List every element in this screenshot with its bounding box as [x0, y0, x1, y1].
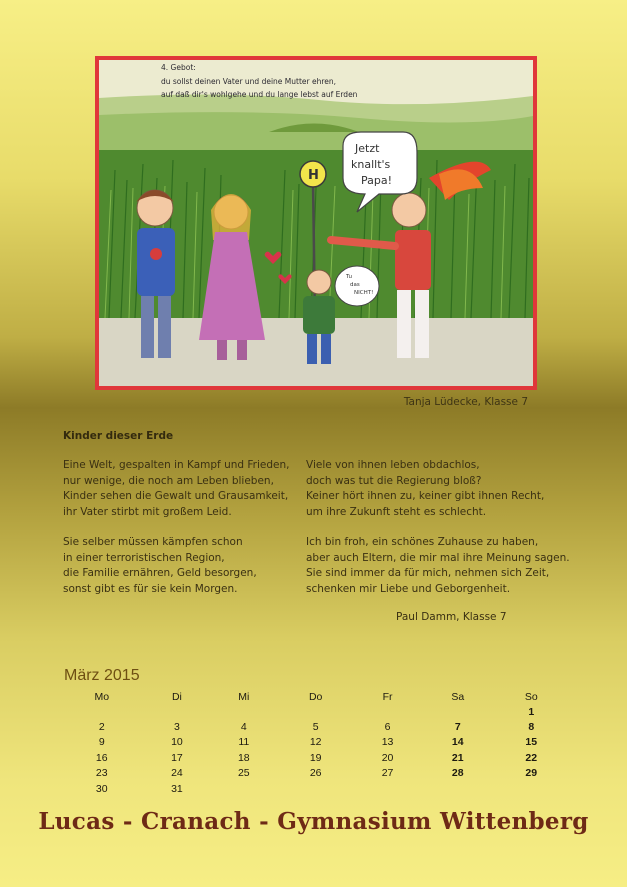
- calendar-day: 6: [384, 721, 391, 734]
- calendar-day: 22: [525, 751, 538, 764]
- calendar-day: 19: [309, 751, 322, 764]
- calendar-day: 10: [171, 736, 183, 749]
- calendar-day: 7: [454, 721, 461, 734]
- calendar-day: 30: [95, 782, 108, 795]
- weekday-mo: Mo: [94, 691, 110, 703]
- calendar-day: 8: [528, 721, 535, 734]
- calendar-day: 3: [174, 721, 180, 734]
- note-line-2: du sollst deinen Vater und deine Mutter ehren,: [161, 77, 337, 86]
- calendar-day: 4: [240, 721, 247, 734]
- calendar-week-row: [60, 750, 568, 765]
- weekday-so: So: [524, 691, 538, 703]
- calendar-day: 2: [98, 721, 105, 734]
- calendar-day: 12: [309, 736, 322, 749]
- school-name-footer: Lucas - Cranach - Gymnasium Wittenberg: [38, 808, 589, 835]
- calendar-day: 29: [525, 767, 538, 780]
- calendar-day: 5: [312, 721, 319, 734]
- calendar-day: 31: [171, 782, 183, 795]
- calendar-day: 13: [381, 736, 394, 749]
- weekday-sa: Sa: [451, 691, 465, 703]
- calendar-day: [354, 704, 421, 719]
- weekday-do: Do: [308, 691, 323, 703]
- calendar-day: [144, 704, 211, 719]
- calendar-day: 27: [381, 767, 394, 780]
- calendar-day: [60, 704, 144, 719]
- bubble-2-line-3: NICHT!: [354, 290, 374, 296]
- poem-title: Kinder dieser Erde: [63, 430, 174, 442]
- drawing-illustration: [99, 60, 533, 386]
- calendar-day: 26: [309, 767, 322, 780]
- child-drawing: [95, 56, 537, 390]
- calendar-day: [421, 781, 494, 796]
- calendar-day: 20: [381, 751, 394, 764]
- calendar-week-row: [60, 719, 568, 734]
- calendar-grid: [60, 690, 568, 796]
- calendar-day: 21: [451, 751, 464, 764]
- calendar-day: 9: [98, 736, 105, 749]
- calendar-week-row: [60, 766, 568, 781]
- bus-stop-sign: H: [308, 168, 319, 183]
- poem-stanza-2: Sie selber müssen kämpfen schon in einer terroristischen Region, die Familie ernähren, Geld besorgen, sonst gibt es für sie kein Morgen.: [63, 536, 257, 595]
- calendar-day: 23: [95, 767, 108, 780]
- calendar-weekday-row: [60, 690, 568, 704]
- calendar-day: 24: [171, 767, 183, 780]
- calendar-day: [277, 781, 354, 796]
- bubble-2-line-1: Tu: [346, 274, 353, 280]
- note-line-1: 4. Gebot:: [161, 63, 196, 72]
- calendar-day: 16: [95, 751, 108, 764]
- bubble-1-line-2: knallt's: [351, 158, 391, 171]
- bubble-2-line-2: das: [350, 282, 360, 288]
- poem-stanza-4: Ich bin froh, ein schönes Zuhause zu haben, aber auch Eltern, die mir mal ihre Meinung sagen. Sie sind immer da für mich, nehmen sich Zeit, schenken mir Liebe und Geborgenheit.: [306, 536, 570, 595]
- calendar-day: [210, 704, 277, 719]
- calendar-day: 25: [237, 767, 250, 780]
- poem-author: Paul Damm, Klasse 7: [396, 611, 507, 623]
- weekday-di: Di: [171, 691, 182, 703]
- calendar-day: [354, 781, 421, 796]
- calendar-title: März 2015: [64, 667, 140, 684]
- calendar-week-row: [60, 735, 568, 750]
- poem-stanza-3: Viele von ihnen leben obdachlos, doch was tut die Regierung bloß? Keiner hört ihnen zu, keiner gibt ihnen Recht, um ihre Zukunft steht es schlecht.: [306, 459, 545, 518]
- drawing-caption: Tanja Lüdecke, Klasse 7: [403, 396, 528, 408]
- bubble-1-line-1: Jetzt: [355, 142, 380, 155]
- calendar-day: 28: [451, 767, 464, 780]
- note-line-3: auf daß dir's wohlgehe und du lange lebst auf Erden: [161, 90, 358, 99]
- calendar-day: 18: [237, 751, 250, 764]
- weekday-mi: Mi: [238, 691, 250, 703]
- calendar-day: [210, 781, 277, 796]
- calendar-week-row: [60, 781, 568, 796]
- calendar-week-row: [60, 704, 568, 719]
- calendar-day: 1: [528, 705, 535, 718]
- calendar-day: 17: [171, 751, 183, 764]
- poem-stanza-1: Eine Welt, gespalten in Kampf und Frieden, nur wenige, die noch am Leben blieben, Kinder sehen die Gewalt und Grausamkeit, ihr Vater stirbt mit großem Leid.: [63, 459, 290, 518]
- calendar-day: 11: [238, 736, 250, 749]
- calendar-day: [277, 704, 354, 719]
- calendar-day: 14: [451, 736, 464, 749]
- calendar-day: [494, 781, 568, 796]
- bubble-1-line-3: Papa!: [361, 174, 393, 187]
- weekday-fr: Fr: [382, 691, 393, 703]
- calendar-day: [421, 704, 494, 719]
- calendar-day: 15: [525, 736, 538, 749]
